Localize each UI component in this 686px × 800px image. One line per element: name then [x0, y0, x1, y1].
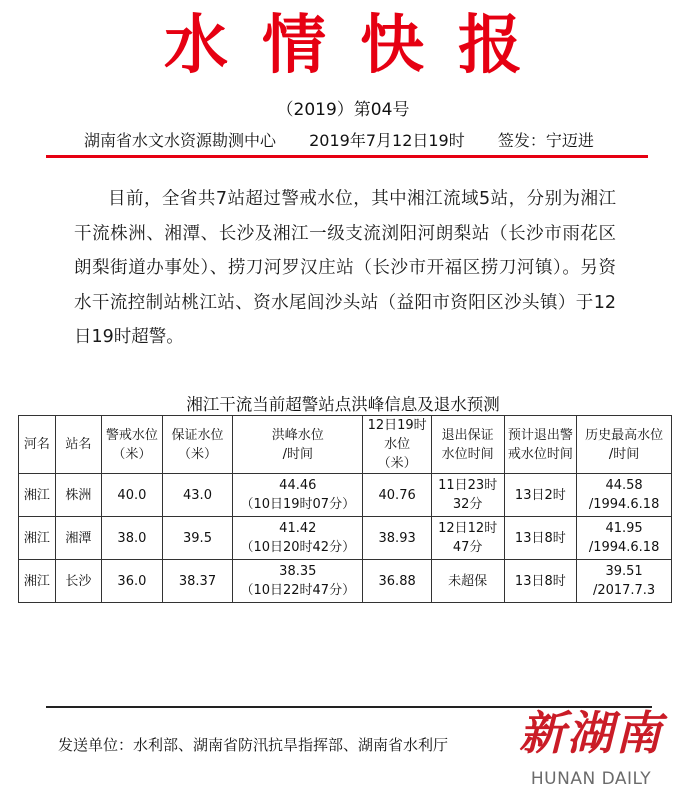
header-red-rule [46, 155, 648, 158]
historic-cell: 44.58 /1994.6.18 [577, 474, 672, 517]
table-caption: 湘江干流当前超警站点洪峰信息及退水预测 [186, 395, 500, 414]
col-exit-guarantee: 退出保证 水位时间 [431, 416, 504, 474]
col-peak-level: 洪峰水位 /时间 [233, 416, 363, 474]
report-title: 水情快报 [164, 9, 556, 83]
warning-cell: 40.0 [101, 474, 162, 517]
col-historic-max: 历史最高水位 /时间 [577, 416, 672, 474]
signer-name: 宁迈进 [545, 131, 594, 150]
station-cell: 长沙 [55, 560, 101, 603]
historic-cell: 41.95 /1994.6.18 [577, 517, 672, 560]
warning-cell: 38.0 [101, 517, 162, 560]
col-exit-warning: 预计退出警 戒水位时间 [504, 416, 577, 474]
peak-cell: 41.42 （10日20时42分） [233, 517, 363, 560]
watermark-logo-chinese: 新湖南 [519, 706, 663, 760]
historic-cell: 39.51 /2017.7.3 [577, 560, 672, 603]
table-row [19, 517, 672, 560]
col-guarantee-level: 保证水位 （米） [162, 416, 232, 474]
watermark-logo-english: HUNAN DAILY [530, 769, 652, 789]
peak-cell: 44.46 （10日19时07分） [233, 474, 363, 517]
col-river: 河名 [19, 416, 56, 474]
table-row [19, 560, 672, 603]
distribution-list: 发送单位：水利部、湖南省防汛抗旱指挥部、湖南省水利厅 [58, 736, 449, 754]
current-cell: 40.76 [363, 474, 431, 517]
station-cell: 株洲 [55, 474, 101, 517]
flood-peak-table [18, 415, 672, 603]
report-header [84, 130, 624, 152]
current-cell: 36.88 [363, 560, 431, 603]
signer-label: 签发： [497, 131, 546, 150]
exit-warning-cell: 13日2时 [504, 474, 577, 517]
hunan-daily-watermark-logo [506, 700, 676, 800]
warning-cell: 36.0 [101, 560, 162, 603]
current-cell: 38.93 [363, 517, 431, 560]
table-row [19, 474, 672, 517]
report-body-paragraph: 目前，全省共7站超过警戒水位，其中湘江流域5站，分别为湘江干流株洲、湘潭、长沙及湘江一级支流浏阳河朗梨站（长沙市雨花区朗梨街道办事处）、捞刀河罗汉庄站（长沙市开福区捞刀河镇）。另资水干流控制站桃江站、资水尾闾沙头站（益阳市资阳区沙头镇）于12日19时超警。 [74, 189, 616, 347]
table-header-row [19, 416, 672, 474]
col-current-level: 12日19时 水位 （米） [363, 416, 431, 474]
col-warning-level: 警戒水位 （米） [101, 416, 162, 474]
peak-cell: 38.35 （10日22时47分） [233, 560, 363, 603]
river-cell: 湘江 [19, 517, 56, 560]
exit-guarantee-cell: 12日12时 47分 [431, 517, 504, 560]
issuing-organization: 湖南省水文水资源勘测中心 [84, 131, 277, 150]
guarantee-cell: 43.0 [162, 474, 232, 517]
guarantee-cell: 38.37 [162, 560, 232, 603]
exit-guarantee-cell: 11日23时 32分 [431, 474, 504, 517]
issue-number: （2019）第04号 [276, 100, 410, 120]
col-station: 站名 [55, 416, 101, 474]
exit-warning-cell: 13日8时 [504, 517, 577, 560]
river-cell: 湘江 [19, 474, 56, 517]
station-cell: 湘潭 [55, 517, 101, 560]
issue-datetime: 2019年7月12日19时 [309, 131, 465, 150]
exit-warning-cell: 13日8时 [504, 560, 577, 603]
exit-guarantee-cell: 未超保 [431, 560, 504, 603]
river-cell: 湘江 [19, 560, 56, 603]
guarantee-cell: 39.5 [162, 517, 232, 560]
